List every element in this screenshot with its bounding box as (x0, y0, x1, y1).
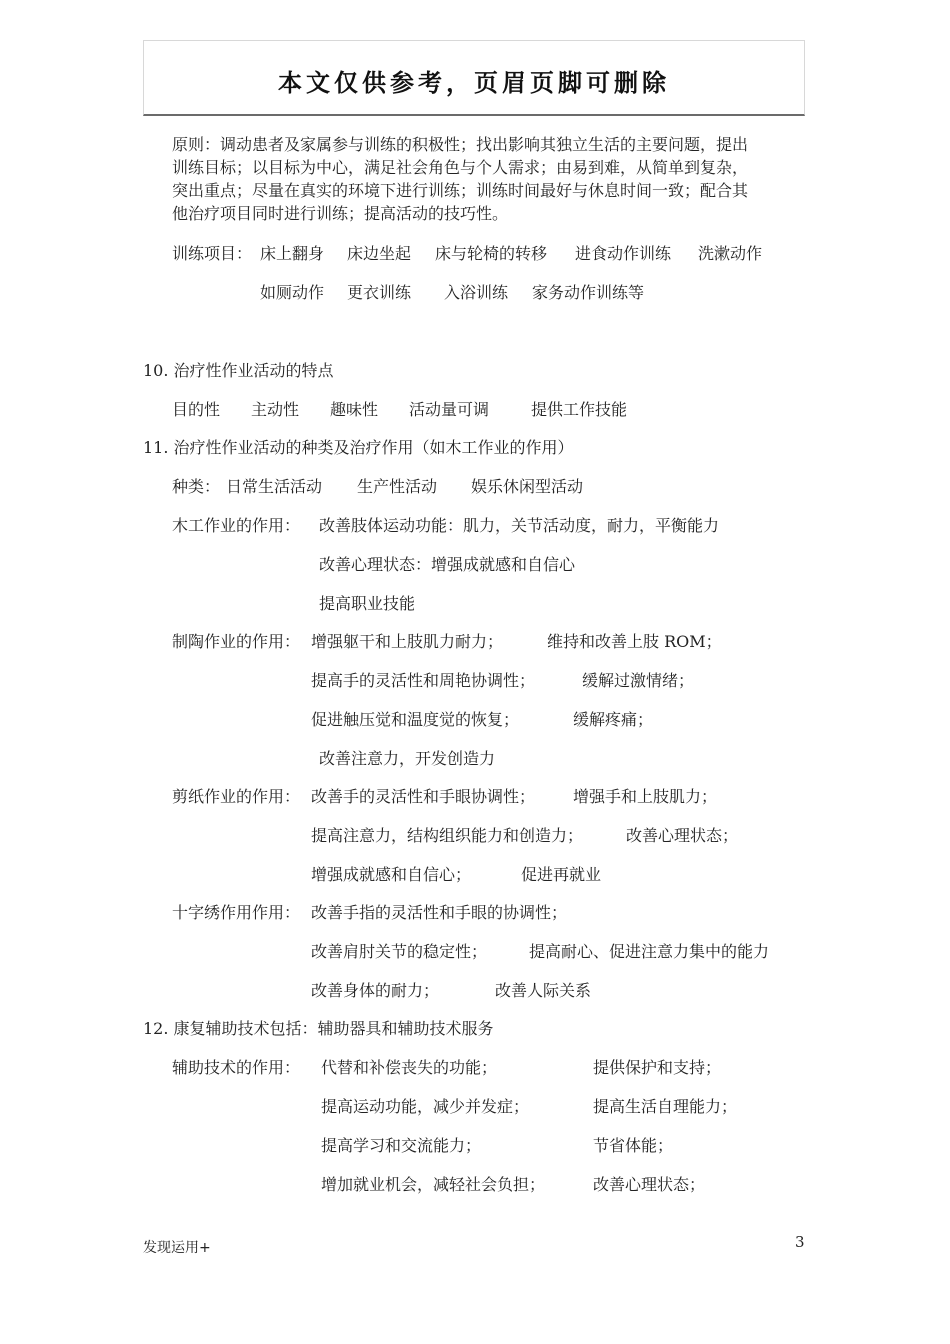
assistive-item: 增加就业机会，减轻社会负担； (321, 1175, 546, 1194)
training-item: 入浴训练 (444, 283, 509, 302)
assistive-item: 代替和补偿丧失的功能； (321, 1058, 498, 1077)
feature-item: 主动性 (251, 400, 300, 419)
wood-line: 提高职业技能 (319, 594, 416, 613)
principle-line: 训练目标；以目标为中心，满足社会角色与个人需求；由易到难，从简单到复杂， (172, 158, 749, 177)
cross-stitch-line: 改善人际关系 (495, 981, 592, 1000)
training-item: 床边坐起 (347, 244, 412, 263)
principle-paragraph (172, 133, 808, 225)
pottery-line: 改善注意力，开发创造力 (319, 749, 496, 768)
cross-stitch-label: 十字绣作用作用： (172, 903, 301, 922)
pottery-label: 制陶作业的作用： (172, 632, 301, 651)
paper-line: 提高注意力，结构组织能力和创造力； (311, 826, 584, 845)
assistive-label: 辅助技术的作用： (172, 1058, 301, 1077)
type-item: 生产性活动 (357, 477, 438, 496)
header-banner-box (143, 40, 805, 116)
pottery-line: 缓解过激情绪； (582, 671, 695, 690)
assistive-item: 提高生活自理能力； (593, 1097, 738, 1116)
pottery-line: 缓解疼痛； (573, 710, 654, 729)
assistive-item: 提高学习和交流能力； (321, 1136, 482, 1155)
assistive-item: 节省体能； (593, 1136, 674, 1155)
pottery-line: 提高手的灵活性和周艳协调性； (311, 671, 536, 690)
paper-label: 剪纸作业的作用： (172, 787, 301, 806)
principle-line: 他治疗项目同时进行训练；提高活动的技巧性。 (172, 204, 509, 223)
training-item: 洗漱动作 (698, 244, 763, 263)
cross-stitch-line: 改善肩肘关节的稳定性； (311, 942, 488, 961)
paper-line: 增强成就感和自信心； (311, 865, 472, 884)
paper-line: 改善心理状态； (626, 826, 739, 845)
cross-stitch-line: 改善身体的耐力； (311, 981, 440, 1000)
pottery-line: 增强躯干和上肢肌力耐力； (311, 632, 504, 651)
assistive-item: 提供保护和支持； (593, 1058, 722, 1077)
feature-item: 提供工作技能 (531, 400, 628, 419)
assistive-item: 提高运动功能，减少并发症； (321, 1097, 530, 1116)
training-label: 训练项目： (172, 244, 253, 263)
paper-line: 促进再就业 (521, 865, 602, 884)
section-11-heading: 11. 治疗性作业活动的种类及治疗作用（如木工作业的作用） (143, 438, 574, 457)
principle-line: 突出重点；尽量在真实的环境下进行训练；训练时间最好与休息时间一致；配合其 (172, 181, 749, 200)
type-item: 娱乐休闲型活动 (471, 477, 584, 496)
training-item: 床上翻身 (260, 244, 325, 263)
feature-item: 目的性 (172, 400, 221, 419)
feature-item: 活动量可调 (409, 400, 490, 419)
pottery-line: 促进触压觉和温度觉的恢复； (311, 710, 520, 729)
section-10-heading: 10. 治疗性作业活动的特点 (143, 361, 334, 380)
training-item: 床与轮椅的转移 (435, 244, 548, 263)
principle-line: 原则：调动患者及家属参与训练的积极性；找出影响其独立生活的主要问题，提出 (172, 135, 749, 154)
types-label: 种类： (172, 477, 221, 496)
cross-stitch-line: 改善手指的灵活性和手眼的协调性； (311, 903, 568, 922)
wood-line: 改善心理状态：增强成就感和自信心 (319, 555, 576, 574)
cross-stitch-line: 提高耐心、促进注意力集中的能力 (529, 942, 770, 961)
feature-item: 趣味性 (330, 400, 379, 419)
paper-line: 改善手的灵活性和手眼协调性； (311, 787, 536, 806)
pottery-line: 维持和改善上肢 ROM； (547, 632, 722, 651)
wood-label: 木工作业的作用： (172, 516, 301, 535)
paper-line: 增强手和上肢肌力； (573, 787, 718, 806)
training-item: 更衣训练 (347, 283, 412, 302)
section-12-heading: 12. 康复辅助技术包括：辅助器具和辅助技术服务 (143, 1019, 494, 1038)
training-item: 如厕动作 (260, 283, 325, 302)
page-number: 3 (795, 1233, 805, 1251)
footer-text: 发现运用+ (143, 1240, 211, 1256)
header-banner-text: 本文仅供参考，页眉页脚可删除 (278, 69, 670, 97)
training-item: 进食动作训练 (575, 244, 672, 263)
assistive-item: 改善心理状态； (593, 1175, 706, 1194)
wood-line: 改善肢体运动功能：肌力，关节活动度，耐力，平衡能力 (319, 516, 720, 535)
type-item: 日常生活活动 (226, 477, 323, 496)
training-item: 家务动作训练等 (532, 283, 645, 302)
